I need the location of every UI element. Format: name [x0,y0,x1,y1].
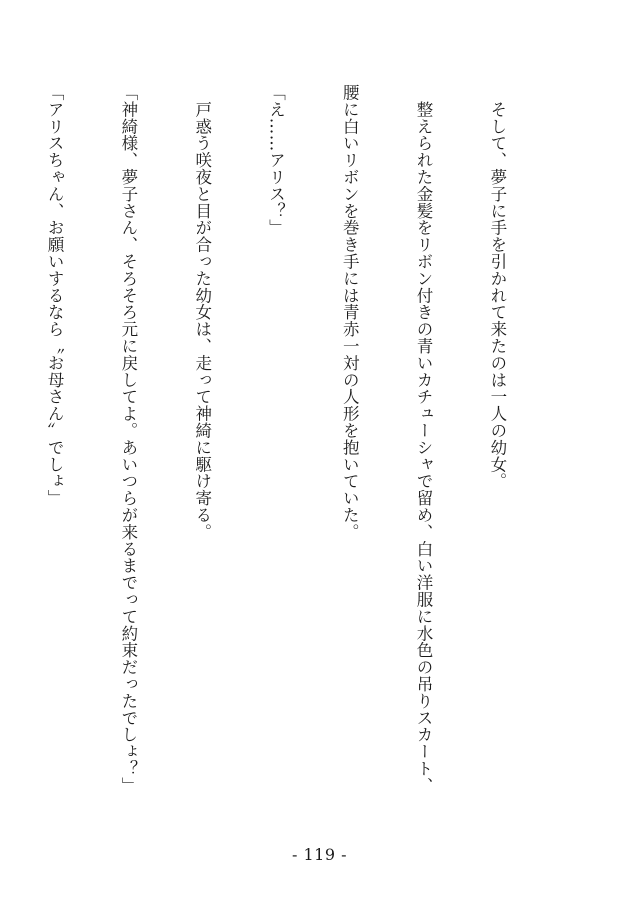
text-line: そして、夢子に手を引かれて来たのは一人の幼女。 [487,84,507,490]
text-line: 腰に白いリボンを巻き手には青赤一対の人形を抱いていた。 [340,84,360,541]
text-line: 「アリスちゃん、お願いするなら〝お母さん〟でしょ」 [45,84,65,507]
vertical-text-body [45,84,558,804]
text-line: 「え……アリス？」 [266,84,286,237]
text-line: 「神綺様、夢子さん、そろそろ元に戻してよ。あいつらが来るまでって約束だったでしょ？」 [118,84,138,794]
page-number: - 119 - [291,845,348,864]
text-line: 戸惑う咲夜と目が合った幼女は、走って神綺に駆け寄る。 [192,84,212,541]
text-line: 整えられた金髪をリボン付きの青いカチューシャで留め、白い洋服に水色の吊りスカート、 [414,84,434,794]
